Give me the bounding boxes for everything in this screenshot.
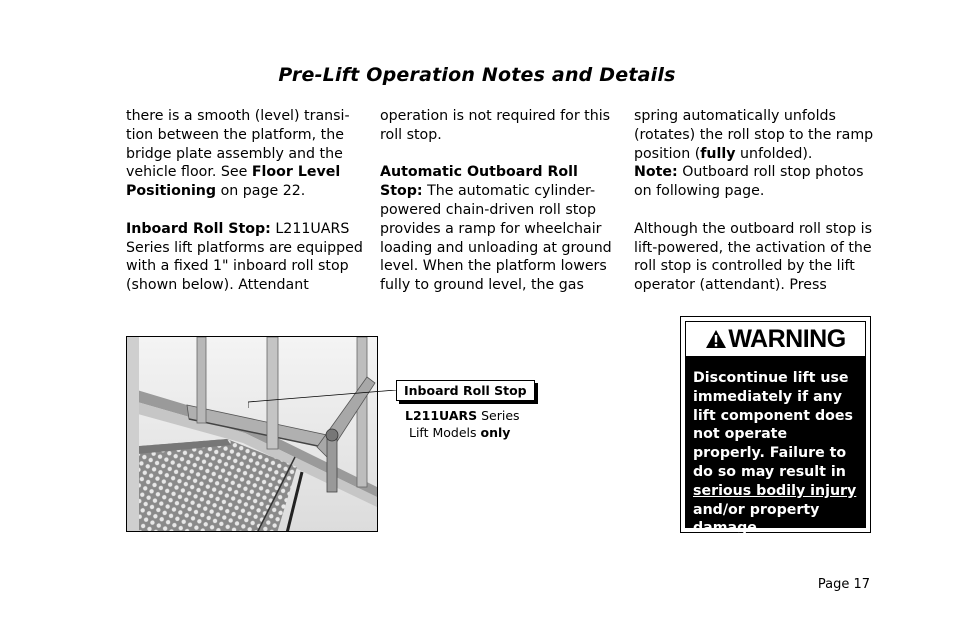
floor-level-link-text: Floor Level Positioning [126,164,341,200]
platform-illustration [127,337,378,532]
series-note: L211UARS Series Lift Models only [405,408,520,440]
warning-message: Discontinue lift use immediately if any lift component does not operate properly. Failure to do so may result in serious bodily injury and/or property damage. [693,370,857,537]
paragraph: Although the outboard roll stop is lift-powered, the activation of the roll stop is controlled by the lift operator (attendant). Press [634,220,872,294]
text-column-1 [126,107,368,295]
text-column-2 [380,107,622,295]
paragraph: operation is not required for this roll stop. [380,108,611,143]
roll-stop-photo [126,336,378,532]
text-column-3 [634,107,876,295]
page-title: Pre-Lift Operation Notes and Details [278,64,676,86]
paragraph: Automatic Outboard Roll Stop: The automatic cylinder-powered chain-driven roll stop provides a ramp for wheelchair loading and unloading at ground level. When the platform lowers fully to ground level, the gas [380,164,612,294]
paragraph: there is a smooth (level) transi-tion between the platform, the bridge plate assembly and the vehicle floor. See Floor Level Positioning on page 22. [126,108,350,200]
page-number: Page 17 [817,577,870,592]
callout-label: Inboard Roll Stop [396,380,535,401]
paragraph: Inboard Roll Stop: L211UARS Series lift platforms are equipped with a fixed 1" inboard roll stop (shown below). Attendant [126,220,363,294]
paragraph: spring automatically unfolds (rotates) the roll stop to the ramp position (fully unfolded). Note: Outboard roll stop photos on following page. [634,108,874,200]
callout-leader-line [248,390,396,408]
warning-box [680,316,871,537]
warning-header: WARNING [685,321,866,357]
warning-triangle-icon [705,329,727,349]
